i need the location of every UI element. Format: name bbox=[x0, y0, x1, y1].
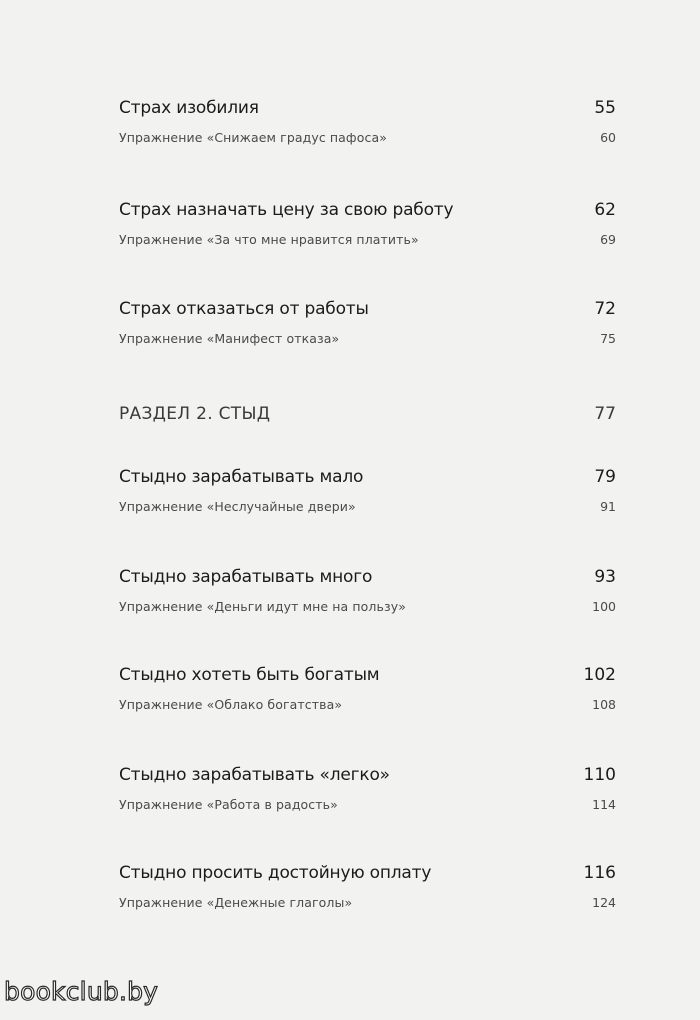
toc-entry-page: 116 bbox=[583, 863, 616, 883]
section-title: РАЗДЕЛ 2. СТЫД bbox=[119, 404, 271, 424]
toc-exercise-title: Упражнение «Денежные глаголы» bbox=[119, 895, 353, 910]
toc-exercise-title: Упражнение «Неслучайные двери» bbox=[119, 499, 356, 514]
toc-exercise-page: 60 bbox=[600, 130, 616, 145]
toc-exercise-page: 108 bbox=[592, 697, 616, 712]
section-page: 77 bbox=[594, 404, 616, 424]
site-watermark: bookclub.by bbox=[4, 977, 159, 1006]
toc-exercise-title: Упражнение «Снижаем градус пафоса» bbox=[119, 130, 387, 145]
toc-exercise-title: Упражнение «Деньги идут мне на пользу» bbox=[119, 599, 406, 614]
toc-entry bbox=[119, 97, 616, 147]
toc-entry bbox=[119, 298, 616, 348]
toc-entry bbox=[119, 199, 616, 249]
toc-entry-title: Страх назначать цену за свою работу bbox=[119, 200, 454, 220]
toc-entry-title: Стыдно зарабатывать мало bbox=[119, 467, 364, 487]
toc-entry-title: Стыдно зарабатывать «легко» bbox=[119, 765, 390, 785]
toc-entry-page: 102 bbox=[583, 665, 616, 685]
toc-entry-title: Страх отказаться от работы bbox=[119, 299, 369, 319]
toc-entry bbox=[119, 862, 616, 912]
toc-entry-title: Стыдно зарабатывать много bbox=[119, 567, 373, 587]
toc-entry-page: 55 bbox=[594, 98, 616, 118]
toc-exercise-page: 69 bbox=[600, 232, 616, 247]
toc-exercise-page: 75 bbox=[600, 331, 616, 346]
toc-entry bbox=[119, 466, 616, 516]
toc-entry-page: 72 bbox=[594, 299, 616, 319]
toc-section-heading bbox=[119, 403, 616, 427]
toc-entry bbox=[119, 566, 616, 616]
toc-exercise-page: 100 bbox=[592, 599, 616, 614]
toc-entry-page: 93 bbox=[594, 567, 616, 587]
toc-entry-title: Стыдно хотеть быть богатым bbox=[119, 665, 380, 685]
toc-exercise-page: 124 bbox=[592, 895, 616, 910]
toc-entry-page: 79 bbox=[594, 467, 616, 487]
toc-entry-title: Стыдно просить достойную оплату bbox=[119, 863, 432, 883]
toc-exercise-page: 91 bbox=[600, 499, 616, 514]
toc-entry-page: 110 bbox=[583, 765, 616, 785]
toc-exercise-page: 114 bbox=[592, 797, 616, 812]
toc-entry bbox=[119, 664, 616, 714]
toc-exercise-title: Упражнение «Работа в радость» bbox=[119, 797, 338, 812]
toc-exercise-title: Упражнение «Облако богатства» bbox=[119, 697, 343, 712]
toc-entry bbox=[119, 764, 616, 814]
toc-entry-title: Страх изобилия bbox=[119, 98, 259, 118]
toc-exercise-title: Упражнение «Манифест отказа» bbox=[119, 331, 340, 346]
toc-exercise-title: Упражнение «За что мне нравится платить» bbox=[119, 232, 419, 247]
toc-entry-page: 62 bbox=[594, 200, 616, 220]
